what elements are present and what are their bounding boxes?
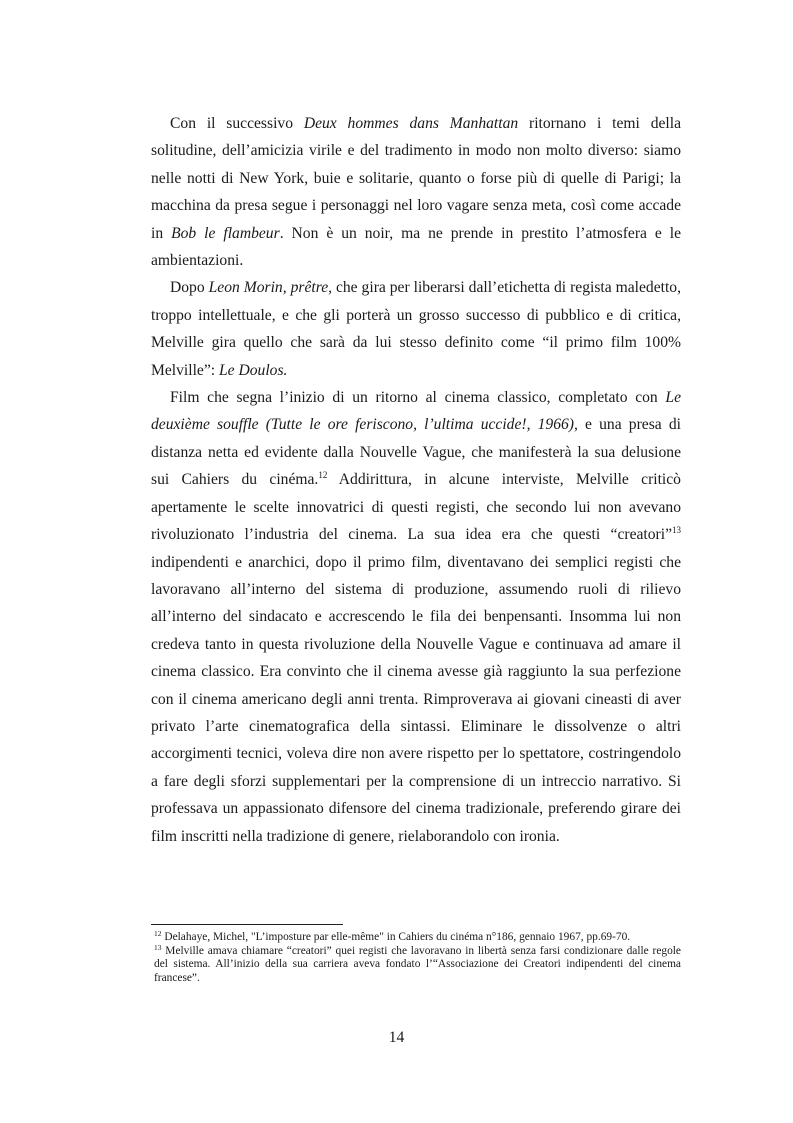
footnote-separator xyxy=(151,924,343,925)
paragraph xyxy=(151,110,681,274)
text-run: Addirittura, in alcune interviste, Melville criticò apertamente le scelte innovatrici di questi registi, che secondo lui non avevano rivoluzionato l’industria del cinema. La sua idea era che questi “creatori” xyxy=(151,471,681,544)
italic-title: Deux hommes dans Manhattan xyxy=(303,115,519,132)
italic-title: Bob le flambeur xyxy=(171,224,280,242)
text-run: ritornano i temi della solitudine, dell’amicizia virile e del tradimento in modo non molto diverso: siamo nelle notti di New York, buie e solitarie, quanto o forse più di quelle di Parigi; la macchina da presa segue i personaggi nel loro vagare senza meta, così come accade in xyxy=(151,115,681,242)
footnote-text: Melville amava chiamare “creatori” quei registi che lavoravano in libertà senza farsi condizionare dalle regole del sistema. All’inizio della sua carriera aveva fondato l’“Associazione dei Creatori indipendenti del cinema francese”. xyxy=(154,944,681,984)
text-run: Con il successivo xyxy=(170,115,304,132)
page-number: 14 xyxy=(388,1029,405,1046)
text-run: indipendenti e anarchici, dopo il primo film, diventavano dei semplici registi che lavoravano all’interno del sistema di produzione, assumendo ruoli di rilievo all’interno del sindacato e accrescendo le fila dei benpensanti. Insomma lui non credeva tanto in questa rivoluzione della Nouvelle Vague e continuava ad amare il cinema classico. Era convinto che il cinema avesse già raggiunto la sua perfezione con il cinema americano degli anni trenta. Rimproverava ai giovani cineasti di aver privato l’arte cinematografica della sintassi. Eliminare le dissolvenze o altri accorgimenti tecnici, voleva dire non avere rispetto per lo spettatore, costringendolo a fare degli sforzi supplementari per la comprensione di un intreccio narrativo. Si professava un appassionato difensore del cinema tradizionale, preferendo girare dei film inscritti nella tradizione di genere, rielaborandolo con ironia. xyxy=(151,553,681,845)
text-run: e una presa di distanza netta ed evidente dalla Nouvelle Vague, che manifesterà la sua delusione sui Cahiers du cinéma. xyxy=(151,416,681,489)
footnote-ref: 12 xyxy=(318,470,328,481)
footnote xyxy=(154,942,681,986)
footnote xyxy=(154,931,681,945)
footnote-number: 12 xyxy=(154,929,162,938)
paragraph xyxy=(151,274,681,384)
footnote-ref: 13 xyxy=(672,525,681,536)
italic-title: Leon Morin, prêtre, xyxy=(208,279,333,297)
italic-title: Le Doulos. xyxy=(219,361,288,379)
text-run: che gira per liberarsi dall’etichetta di regista maledetto, troppo intellettuale, e che gli porterà un grosso successo di pubblico e di critica, Melville gira quello che sarà da lui stesso definito come “il primo film 100% Melville”: xyxy=(151,279,681,379)
text-run: . Non è un noir, ma ne prende in prestito l’atmosfera e le ambientazioni. xyxy=(151,224,682,270)
italic-title: Le deuxième souffle (Tutte le ore feriscono, l’ultima uccide!, 1966), xyxy=(151,389,681,434)
text-run: Film che segna l’inizio di un ritorno al cinema classico, completato con xyxy=(170,389,666,407)
paragraph xyxy=(151,384,681,850)
footnotes xyxy=(151,931,681,985)
text-run: Dopo xyxy=(170,279,209,297)
footnote-number: 13 xyxy=(154,942,162,952)
footnote-text: Delahaye, Michel, "L’imposture par elle-même" in Cahiers du cinéma n°186, gennaio 1967, pp.69-70. xyxy=(161,931,631,943)
body-text xyxy=(151,110,681,850)
